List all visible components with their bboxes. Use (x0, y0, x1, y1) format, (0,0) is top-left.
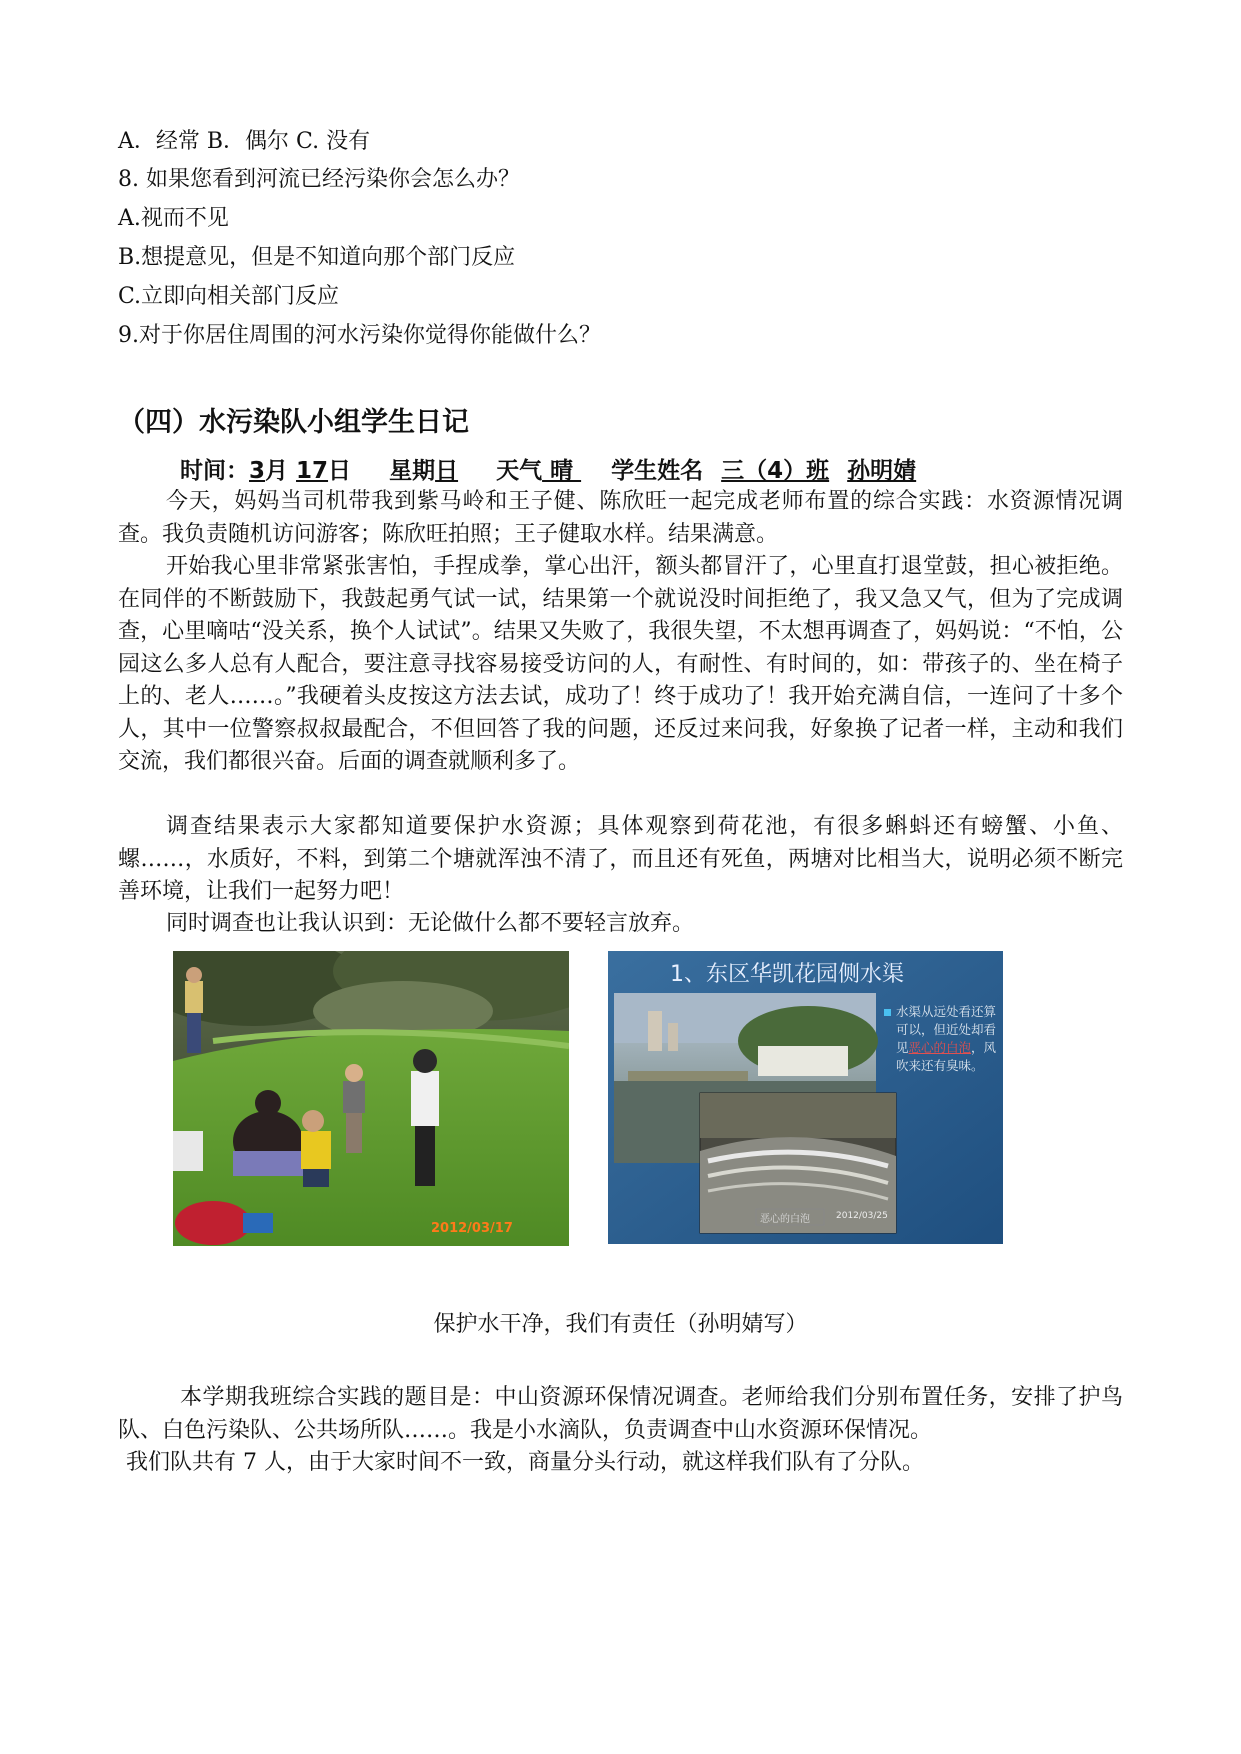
weather-value: 晴 (542, 458, 582, 484)
q8-question: 8. 如果您看到河流已经污染你会怎么办？ (118, 167, 520, 192)
slide-bullet-text (896, 1003, 998, 1075)
inset-date: 2012/03/25 (836, 1211, 888, 1221)
q8-option-a: A.视而不见 (118, 206, 229, 231)
diary-paragraph-3: 调查结果表示大家都知道要保护水资源；具体观察到荷花池，有很多蝌蚪还有螃蟹、小鱼、螺……，水质好，不料，到第二个塘就浑浊不清了，而且还有死鱼，两塘对比相当大，说明必须不断完善环境，让我们一起努力吧！ (118, 814, 1123, 904)
slide-bullet-end: ，风吹来还有臭味。 (896, 1040, 997, 1073)
diary-paragraph-2: 开始我心里非常紧张害怕，手捏成拳，掌心出汗，额头都冒汗了，心里直打退堂鼓，担心被拒绝。在同伴的不断鼓励下，我鼓起勇气试一试，结果第一个就说没时间拒绝了，我又急又气，但为了完成调查，心里嘀咕“没关系，换个人试试”。结果又失败了，我很失望，不太想再调查了，妈妈说：“不怕，公园这么多人总有人配合，要注意寻找容易接受访问的人，有耐性、有时间的，如：带孩子的、坐在椅子上的、老人……。”我硬着头皮按这方法去试，成功了！终于成功了！我开始充满自信，一连问了十多个人，其中一位警察叔叔最配合，不但回答了我的问题，还反过来问我，好象换了记者一样，主动和我们交流，我们都很兴奋。后面的调查就顺利多了。 (118, 554, 1123, 774)
student-name: 孙明婧 (847, 458, 917, 484)
essay-paragraph-1: 本学期我班综合实践的题目是：中山资源环保情况调查。老师给我们分别布置任务，安排了护鸟队、白色污染队、公共场所队……。我是小水滴队，负责调查中山水资源环保情况。 (118, 1385, 1123, 1443)
day-value: 17 (296, 458, 329, 484)
essay-title: 保护水干净，我们有责任（孙明婧写） (433, 1312, 808, 1337)
slide-bullet-highlight: 恶心的白泡 (908, 1040, 972, 1055)
slide-photo (608, 951, 1003, 1244)
weekday-value: 日 (435, 458, 459, 484)
weekday-label: 星期 (389, 458, 436, 484)
park-photo-drawing (173, 951, 569, 1246)
month-unit: 月 (265, 458, 289, 484)
time-label: 时间： (180, 458, 249, 484)
section-heading: （四）水污染队小组学生日记 (118, 407, 469, 438)
day-unit: 日 (328, 458, 352, 484)
q7-options: A．经常 B．偶尔 C. 没有 (118, 129, 371, 154)
essay-paragraph-2: 我们队共有 7 人，由于大家时间不一致，商量分头行动，就这样我们队有了分队。 (126, 1450, 924, 1475)
month-value: 3 (249, 458, 266, 484)
class-value: 三（4）班 (721, 458, 830, 484)
park-photo (173, 951, 569, 1246)
slide-bullet-start: 水渠从远处看还算可以，但近处却看见 (896, 1004, 997, 1055)
slide-background (608, 951, 1003, 1244)
left-photo-date: 2012/03/17 (431, 1221, 513, 1236)
diary-meta (180, 452, 916, 485)
q8-option-b: B.想提意见，但是不知道向那个部门反应 (118, 245, 516, 270)
q8-option-c: C.立即向相关部门反应 (118, 284, 340, 309)
student-label: 学生姓名 (611, 458, 704, 484)
slide-title: 1、东区华凯花园侧水渠 (670, 962, 904, 987)
q9-question: 9.对于你居住周围的河水污染你觉得你能做什么？ (118, 323, 601, 348)
inset-label: 恶心的白泡 (760, 1214, 810, 1225)
diary-paragraph-1: 今天，妈妈当司机带我到紫马岭和王子健、陈欣旺一起完成老师布置的综合实践：水资源情况调查。我负责随机访问游客；陈欣旺拍照；王子健取水样。结果满意。 (118, 489, 1123, 547)
diary-paragraph-4: 同时调查也让我认识到：无论做什么都不要轻言放弃。 (166, 911, 695, 936)
weather-label: 天气 (496, 458, 543, 484)
